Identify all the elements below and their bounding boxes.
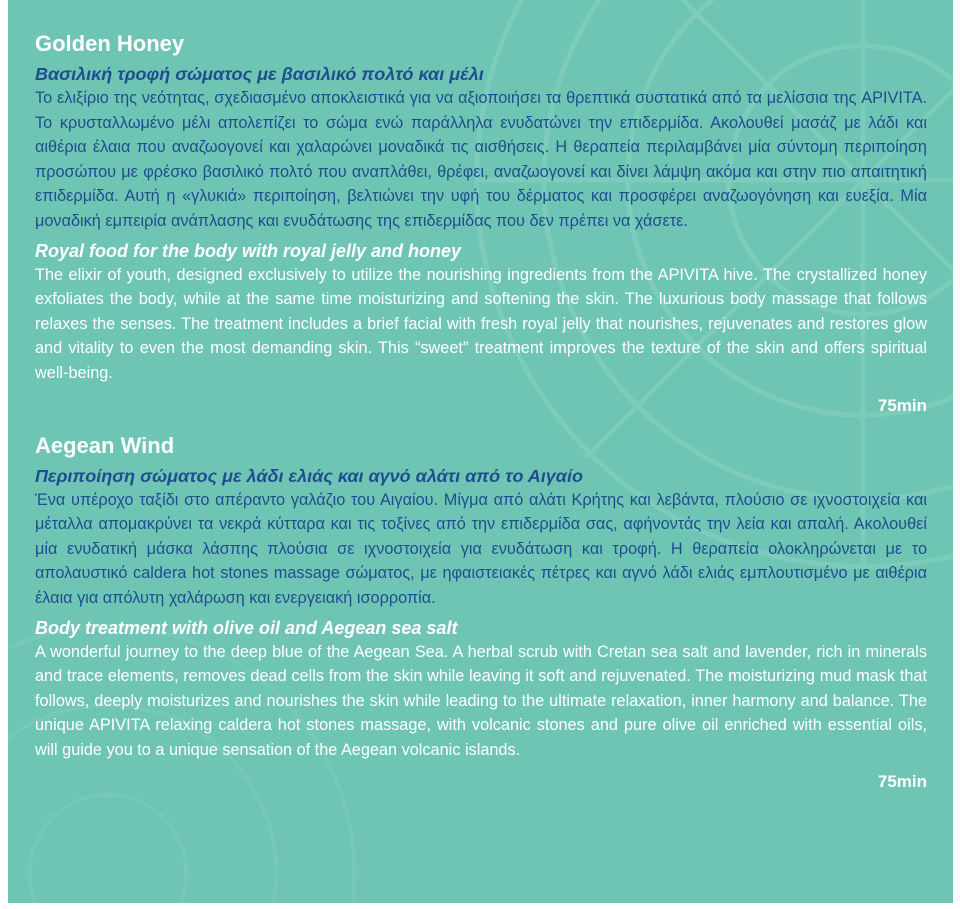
greek-subtitle: Βασιλική τροφή σώματος με βασιλικό πολτό και μέλι <box>35 64 484 84</box>
treatment-golden-honey <box>35 30 927 418</box>
english-subtitle: Body treatment with olive oil and Aegean sea salt <box>35 617 458 638</box>
greek-description: Το ελιξίριο της νεότητας, σχεδιασμένο αποκλειστικά για να αξιοποιήσει τα θρεπτικά συστατικά από τα μελίσσια της APIVITA. Το κρυσταλλωμένο μέλι απολεπίζει το σώμα ενώ παράλληλα ενυδατώνει την επιδερμίδα. Ακολουθεί μασάζ με λάδι και αιθέρια έλαια που αναζωογονεί και χαλαρώνει μοναδικά τις αισθήσεις. Η θεραπεία περιλαμβάνει μία σύντομη περιποίηση προσώπου με φρέσκο βασιλικό πολτό που αναπλάθει, θρέφει, αναζωογονεί και δίνει λάμψη ακόμα και στην πιο απαιτητική επιδερμίδα. Αυτή η «γλυκιά» περιποίηση, βελτιώνει την υφή του δέρματος και προσφέρει αναζωογόνηση και ευεξία. Μία μοναδική εμπειρία ανάπλασης και ενυδάτωσης της επιδερμίδας που δεν πρέπει να χάσετε. <box>35 89 927 230</box>
greek-description: Ένα υπέροχο ταξίδι στο απέραντο γαλάζιο του Αιγαίου. Μίγμα από αλάτι Κρήτης και λεβάντα, πλούσιο σε ιχνοστοιχεία και μέταλλα απομακρύνει τα νεκρά κύτταρα και τις τοξίνες από την επιδερμίδα σας, αφήνοντάς την λεία και απαλή. Ακολουθεί μία ενυδατική μάσκα λάσπης πλούσια σε ιχνοστοιχεία για ενυδάτωση και τροφή. Η θεραπεία ολοκληρώνεται με το απολαυστικό caldera hot stones massage σώματος, με ηφαιστειακές πέτρες και αγνό λάδι ελιάς εμπλουτισμένο με αιθέρια έλαια για απόλυτη χαλάρωση και ενεργειακή ισορροπία. <box>35 490 927 607</box>
treatment-title: Golden Honey <box>35 31 185 56</box>
content-column <box>35 0 927 794</box>
english-subtitle: Royal food for the body with royal jelly and honey <box>35 240 462 261</box>
spa-menu-page <box>8 0 953 903</box>
english-description: A wonderful journey to the deep blue of the Aegean Sea. A herbal scrub with Cretan sea salt and lavender, rich in minerals and trace elements, removes dead cells from the skin while leaving it soft and rejuvenated. The moisturizing mud mask that follows, deeply moisturizes and nourishes the skin while leading to the ultimate relaxation, inner harmony and balance. The unique APIVITA relaxing caldera hot stones massage, with volcanic stones and pure olive oil enriched with essential oils, will guide you to a unique sensation of the Aegean volcanic islands. <box>35 642 927 759</box>
treatment-duration: 75min <box>877 395 927 415</box>
english-description: The elixir of youth, designed exclusively to utilize the nourishing ingredients from the APIVITA hive. The crystallized honey exfoliates the body, while at the same time moisturizing and softening the skin. The luxurious body massage that follows relaxes the senses. The treatment includes a brief facial with fresh royal jelly that nourishes, rejuvenates and restores glow and vitality to even the most demanding skin. This “sweet” treatment improves the texture of the skin and offers spiritual well-being. <box>35 265 927 382</box>
treatment-aegean-wind <box>35 432 927 795</box>
treatment-duration: 75min <box>877 772 927 792</box>
greek-subtitle: Περιποίηση σώματος με λάδι ελιάς και αγνό αλάτι από το Αιγαίο <box>35 465 583 486</box>
treatment-title: Aegean Wind <box>35 432 175 458</box>
